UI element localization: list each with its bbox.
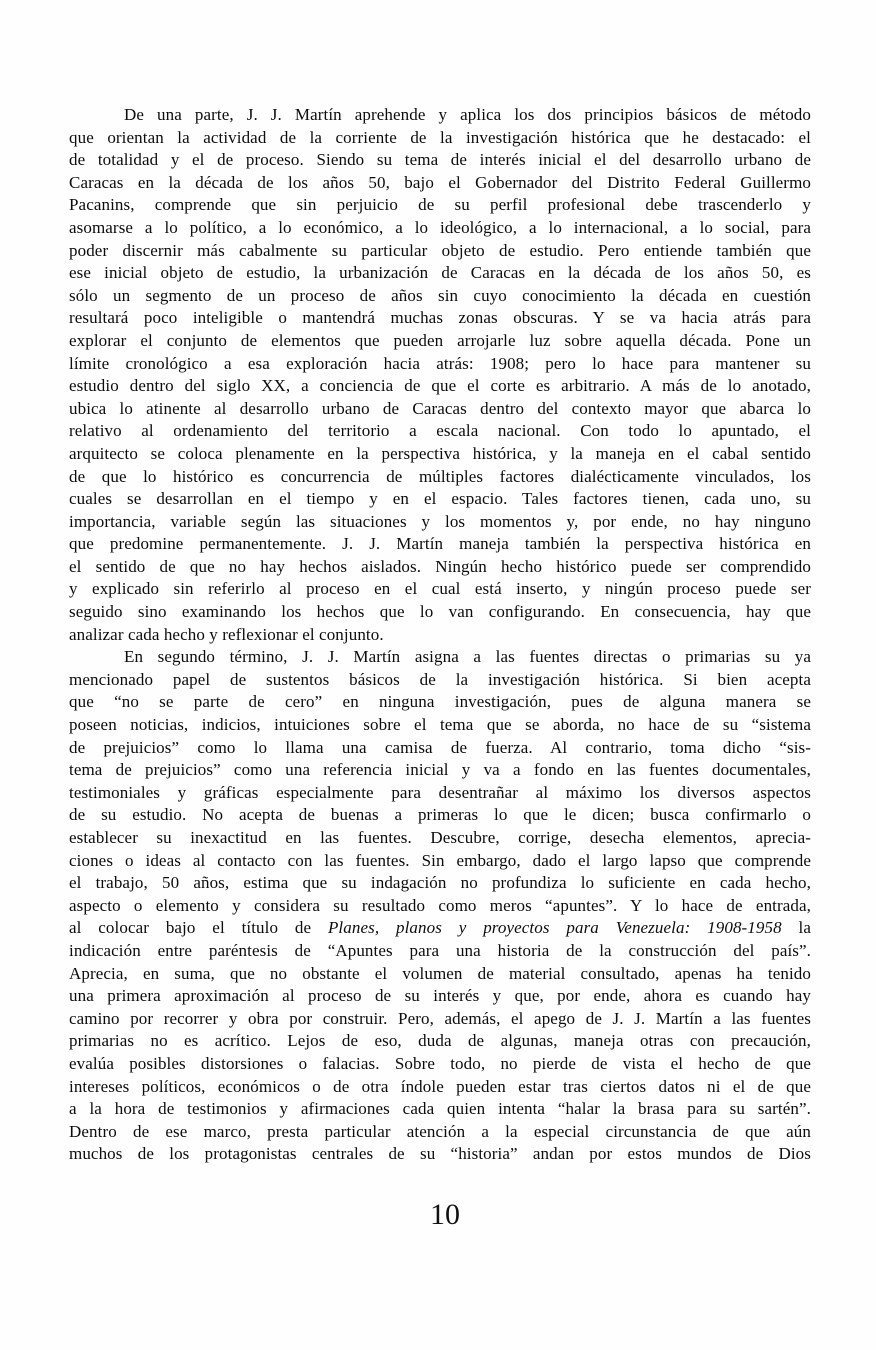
text-line [69, 488, 811, 511]
text-segment: de prejuicios” como lo llama una camisa de fuerza. Al contrario, toma dicho “sis- [69, 737, 811, 757]
text-segment: el sentido de que no hay hechos aislados. Ningún hecho histórico puede ser comprendido [69, 556, 811, 576]
text-line [69, 872, 811, 895]
text-segment: límite cronológico a esa exploración hacia atrás: 1908; pero lo hace para mantener su [69, 353, 811, 373]
text-line [69, 104, 811, 127]
text-line [69, 330, 811, 353]
text-line [69, 669, 811, 692]
text-line [69, 262, 811, 285]
text-line [69, 1008, 811, 1031]
text-line [69, 804, 811, 827]
text-segment: que orientan la actividad de la corriente de la investigación histórica que he destacado: el [69, 127, 811, 147]
text-line [69, 375, 811, 398]
text-segment: establecer su inexactitud en las fuentes. Descubre, corrige, desecha elementos, aprecia- [69, 828, 811, 847]
text-segment: importancia, variable según las situaciones y los momentos y, por ende, no hay ninguno [69, 511, 811, 531]
text-line [69, 398, 811, 421]
text-segment: Caracas en la década de los años 50, bajo el Gobernador del Distrito Federal Guillermo [69, 172, 811, 192]
text-segment: el trabajo, 50 años, estima que su indagación no profundiza lo suficiente en cada hecho, [69, 873, 811, 893]
text-line [69, 714, 811, 737]
text-line [69, 963, 811, 986]
text-segment: analizar cada hecho y reflexionar el conjunto. [69, 624, 384, 644]
text-line [69, 1121, 811, 1144]
text-segment: Dentro de ese marco, presta particular atención a la especial circunstancia de que aún [69, 1121, 811, 1141]
text-segment: ese inicial objeto de estudio, la urbanización de Caracas en la década de los años 50, es [69, 263, 811, 283]
text-segment: que “no se parte de cero” en ninguna investigación, pues de alguna manera se [69, 692, 811, 712]
text-line [69, 285, 811, 308]
text-segment: ubica lo atinente al desarrollo urbano de Caracas dentro del contexto mayor que abarca lo [69, 398, 811, 418]
text-line [69, 172, 811, 195]
text-line [69, 917, 811, 940]
text-line [69, 940, 811, 963]
text-segment: de que lo histórico es concurrencia de múltiples factores dialécticamente vinculados, los [69, 466, 811, 486]
text-segment: ciones o ideas al contacto con las fuentes. Sin embargo, dado el largo lapso que comprende [69, 850, 811, 870]
text-segment: al colocar bajo el título de [69, 918, 328, 938]
text-segment: testimoniales y gráficas especialmente para desentrañar al máximo los diversos aspectos [69, 782, 811, 802]
text-line [69, 646, 811, 669]
text-line [69, 420, 811, 443]
text-line [69, 511, 811, 534]
text-line [69, 782, 811, 805]
text-line [69, 827, 811, 850]
text-segment: y explicado sin referirlo al proceso en el cual está inserto, y ningún proceso puede ser [69, 579, 811, 599]
text-line [69, 578, 811, 601]
text-line [69, 1143, 811, 1166]
text-segment: poder discernir más cabalmente su particular objeto de estudio. Pero entiende también que [69, 240, 811, 260]
text-line [69, 149, 811, 172]
text-segment: indicación entre paréntesis de “Apuntes para una historia de la construcción del país”. [69, 940, 811, 960]
text-line [69, 1076, 811, 1099]
text-line [69, 556, 811, 579]
text-segment: mencionado papel de sustentos básicos de la investigación histórica. Si bien acepta [69, 669, 811, 689]
text-segment: En segundo término, J. J. Martín asigna a las fuentes directas o primarias su ya [124, 647, 811, 667]
text-segment: tema de prejuicios” como una referencia inicial y va a fondo en las fuentes documentales, [69, 760, 811, 780]
paragraph [69, 646, 811, 1166]
text-line [69, 624, 811, 647]
text-line [69, 353, 811, 376]
text-line [69, 985, 811, 1008]
text-segment: arquitecto se coloca plenamente en la perspectiva histórica, y la maneja en el cabal sentido [69, 443, 811, 463]
text-line [69, 194, 811, 217]
text-segment: de su estudio. No acepta de buenas a primeras lo que le dicen; busca confirmarlo o [69, 805, 811, 825]
text-segment: Aprecia, en suma, que no obstante el volumen de material consultado, apenas ha tenido [69, 963, 811, 983]
text-line [69, 850, 811, 873]
text-segment: resultará poco inteligible o mantendrá muchas zonas obscuras. Y se va hacia atrás para [69, 308, 811, 328]
paragraph [69, 104, 811, 646]
text-segment: una primera aproximación al proceso de su interés y que, por ende, ahora es cuando hay [69, 986, 811, 1006]
text-segment: a la hora de testimonios y afirmaciones cada quien intenta “halar la brasa para su sartén”. [69, 1099, 811, 1119]
text-line [69, 127, 811, 150]
text-line [69, 759, 811, 782]
text-segment: muchos de los protagonistas centrales de su “historia” andan por estos mundos de Dios [69, 1144, 811, 1164]
text-line [69, 307, 811, 330]
italic-text: Planes, planos y proyectos para Venezuela: 1908-1958 [327, 918, 782, 938]
text-segment: estudio dentro del siglo XX, a conciencia de que el corte es arbitrario. A más de lo anotado, [69, 376, 811, 396]
text-line [69, 1098, 811, 1121]
text-line [69, 443, 811, 466]
text-segment: camino por recorrer y obra por construir. Pero, además, el apego de J. J. Martín a las fuentes [69, 1008, 811, 1028]
text-segment: asomarse a lo político, a lo económico, a lo ideológico, a lo internacional, a lo social, para [69, 217, 811, 237]
text-segment: la [781, 918, 812, 938]
text-segment: aspecto o elemento y considera su resultado como meros “apuntes”. Y lo hace de entrada, [69, 895, 811, 915]
text-segment: sólo un segmento de un proceso de años sin cuyo conocimiento la década en cuestión [69, 285, 811, 305]
text-segment: explorar el conjunto de elementos que pueden arrojarle luz sobre aquella década. Pone un [69, 330, 811, 350]
text-line [69, 895, 811, 918]
page-number: 10 [430, 1198, 460, 1231]
text-segment: primarias no es acrítico. Lejos de eso, duda de algunas, maneja otras con precaución, [69, 1031, 811, 1051]
text-segment: poseen noticias, indicios, intuiciones sobre el tema que se aborda, no hace de su “sistema [69, 715, 811, 735]
text-line [69, 240, 811, 263]
text-block [69, 104, 811, 1166]
text-segment: seguido sino examinando los hechos que lo van configurando. En consecuencia, hay que [69, 602, 811, 622]
text-segment: que predomine permanentemente. J. J. Martín maneja también la perspectiva histórica en [69, 534, 811, 554]
text-line [69, 1030, 811, 1053]
text-segment: de totalidad y el de proceso. Siendo su tema de interés inicial el del desarrollo urbano de [69, 150, 811, 170]
text-segment: evalúa posibles distorsiones o falacias. Sobre todo, no pierde de vista el hecho de que [69, 1053, 811, 1073]
text-segment: De una parte, J. J. Martín aprehende y aplica los dos principios básicos de método [124, 105, 811, 124]
text-line [69, 217, 811, 240]
text-line [69, 466, 811, 489]
text-segment: cuales se desarrollan en el tiempo y en el espacio. Tales factores tienen, cada uno, su [69, 489, 811, 509]
text-line [69, 737, 811, 760]
text-line [69, 1053, 811, 1076]
text-segment: intereses políticos, económicos o de otra índole pueden estar tras ciertos datos ni el de que [69, 1076, 811, 1096]
text-segment: Pacanins, comprende que sin perjuicio de su perfil profesional debe trascenderlo y [69, 195, 811, 215]
text-line [69, 691, 811, 714]
text-segment: relativo al ordenamiento del territorio a escala nacional. Con todo lo apuntado, el [69, 421, 811, 441]
text-line [69, 601, 811, 624]
text-line [69, 533, 811, 556]
